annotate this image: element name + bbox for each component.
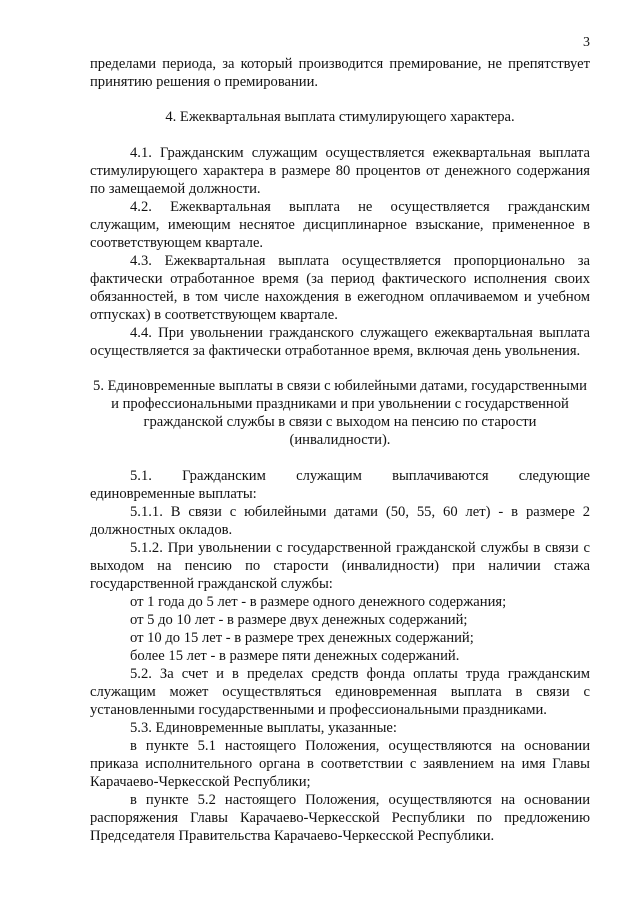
paragraph-5-2: 5.2. За счет и в пределах средств фонда оплаты труда гражданским служащим может осуществляться единовременная выплата в связи с установленными государственными и профессиональными праздниками. — [90, 666, 590, 718]
paragraph-4-3: 4.3. Ежеквартальная выплата осуществляется пропорционально за фактически отработанное время (за период фактического исполнения своих обязанностей, в том числе нахождения в ежегодном оплачиваемом и учебном отпусках) в соответствующем квартале. — [90, 253, 590, 323]
intro-paragraph: пределами периода, за который производится премирование, не препятствует принятию решения о премировании. — [90, 56, 590, 90]
paragraph-5-3-b: в пункте 5.2 настоящего Положения, осуществляются на основании распоряжения Главы Карачаево-Черкесской Республики по предложению Председателя Правительства Карачаево-Черкесской Республики. — [90, 792, 590, 844]
paragraph-5-3-a: в пункте 5.1 настоящего Положения, осуществляются на основании приказа исполнительного органа в соответствии с заявлением на имя Главы Карачаево-Черкесской Республики; — [90, 738, 590, 790]
paragraph-5-1-1: 5.1.1. В связи с юбилейными датами (50, 55, 60 лет) - в размере 2 должностных окладов. — [90, 504, 590, 538]
paragraph-4-4: 4.4. При увольнении гражданского служащего ежеквартальная выплата осуществляется за фактически отработанное время, включая день увольнения. — [90, 325, 590, 359]
paragraph-4-2: 4.2. Ежеквартальная выплата не осуществляется гражданским служащим, имеющим неснятое дисциплинарное взыскание, примененное в соответствующем квартале. — [90, 199, 590, 251]
section-5-heading: 5. Единовременные выплаты в связи с юбилейными датами, государственными и профессиональными праздниками и при увольнении с государственной гражданской службы в связи с выходом на пенсию по старости (инвалидности). — [93, 378, 587, 448]
stazh-item-2: от 5 до 10 лет - в размере двух денежных содержаний; — [130, 612, 468, 628]
page-number: 3 — [583, 35, 590, 50]
stazh-item-3: от 10 до 15 лет - в размере трех денежных содержаний; — [130, 630, 474, 646]
stazh-item-1: от 1 года до 5 лет - в размере одного денежного содержания; — [130, 594, 507, 610]
paragraph-5-3: 5.3. Единовременные выплаты, указанные: — [130, 720, 397, 736]
document-body — [90, 55, 590, 845]
paragraph-5-1: 5.1. Гражданским служащим выплачиваются следующие единовременные выплаты: — [90, 468, 590, 502]
section-4-heading: 4. Ежеквартальная выплата стимулирующего характера. — [165, 109, 515, 125]
paragraph-5-1-2: 5.1.2. При увольнении с государственной гражданской службы в связи с выходом на пенсию по старости (инвалидности) при наличии стажа государственной гражданской службы: — [90, 540, 590, 592]
paragraph-4-1: 4.1. Гражданским служащим осуществляется ежеквартальная выплата стимулирующего характера в размере 80 процентов от денежного содержания по замещаемой должности. — [90, 145, 590, 197]
stazh-item-4: более 15 лет - в размере пяти денежных содержаний. — [130, 648, 460, 664]
